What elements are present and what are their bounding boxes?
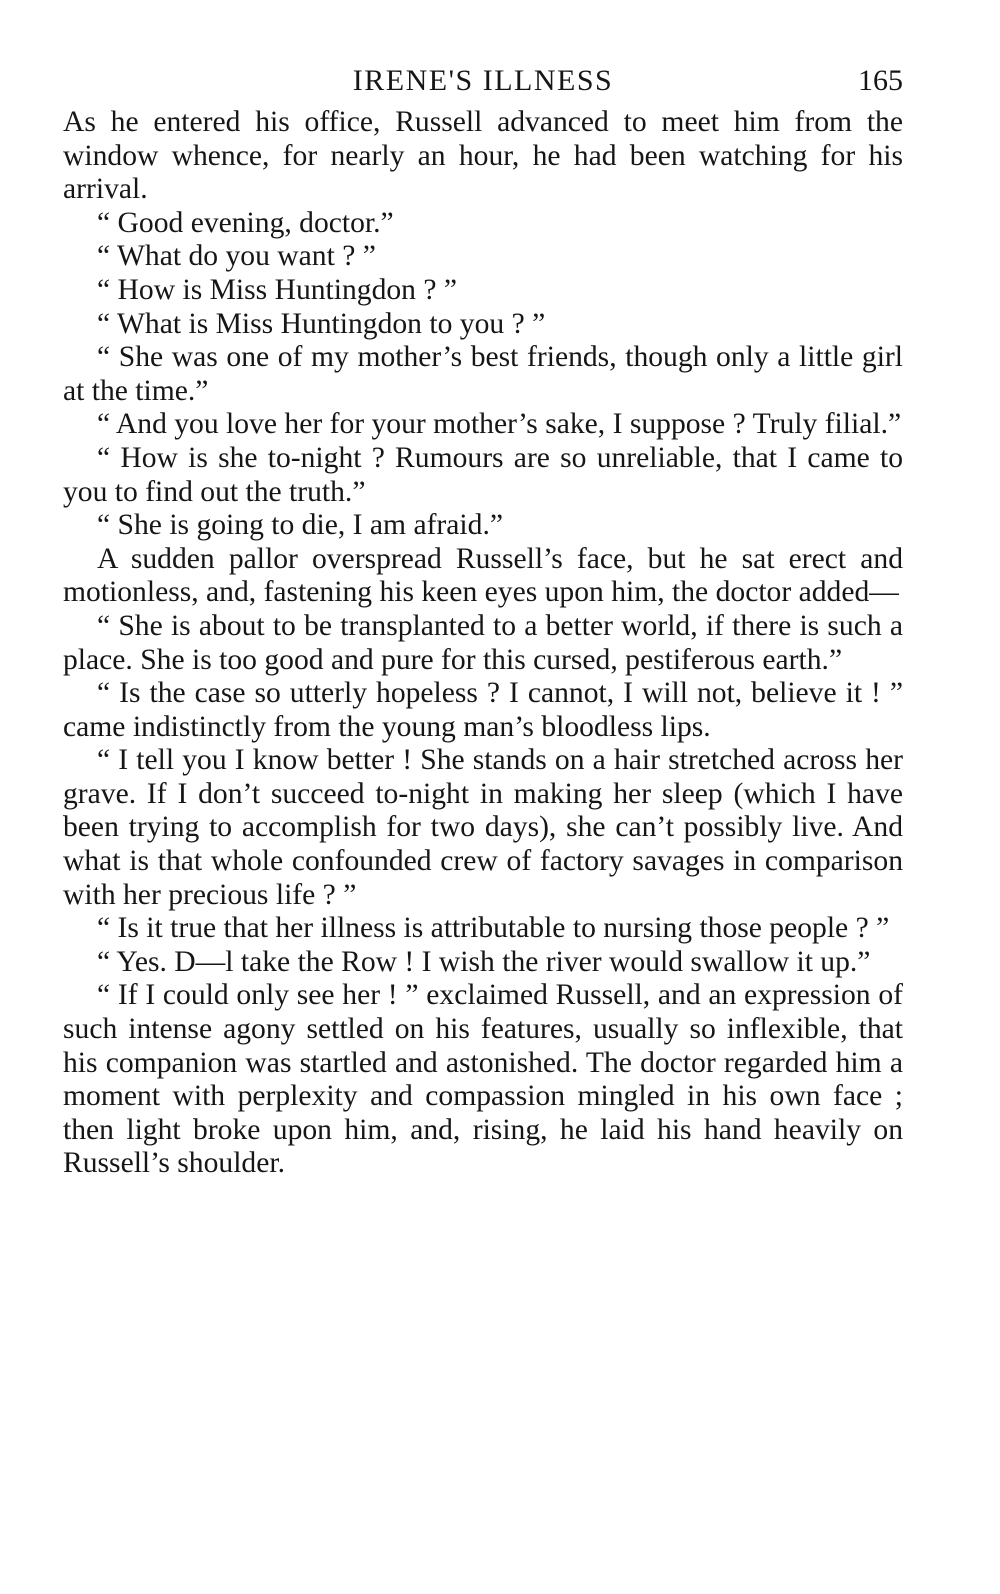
page-number: 165	[858, 64, 903, 97]
paragraph: A sudden pallor overspread Russell’s face, but he sat erect and motionless, and, fastening his keen eyes upon him, the doctor added—	[63, 542, 903, 609]
paragraph: “ I tell you I know better ! She stands on a hair stretched across her grave. If I don’t succeed to-night in making her sleep (which I have been trying to accomplish for two days), she can’t possibly live. And what is that whole confounded crew of factory savages in comparison with her precious life ? ”	[63, 744, 903, 911]
body-text	[63, 106, 903, 1181]
book-page	[63, 62, 903, 1181]
paragraph: “ She is about to be transplanted to a better world, if there is such a place. She is too good and pure for this cursed, pestiferous earth.”	[63, 609, 903, 676]
paragraph: “ What do you want ? ”	[97, 240, 376, 273]
paragraph: “ She is going to die, I am afraid.”	[97, 509, 503, 542]
paragraph: “ What is Miss Huntingdon to you ? ”	[97, 307, 546, 340]
running-title: IRENE'S ILLNESS	[352, 64, 614, 97]
paragraph: “ Good evening, doctor.”	[97, 206, 394, 239]
paragraph: “ If I could only see her ! ” exclaimed Russell, and an expression of such intense agony settled on his features, usually so inflexible, that his companion was startled and astonished. The doctor regarded him a moment with perplexity and compassion mingled in his own face ; then light broke upon him, and, rising, he laid his hand heavily on Russell’s shoulder.	[63, 979, 903, 1180]
running-head	[63, 62, 903, 106]
paragraph: “ And you love her for your mother’s sake, I suppose ? Truly filial.”	[97, 408, 902, 441]
paragraph: “ How is she to-night ? Rumours are so unreliable, that I came to you to find out the truth.”	[63, 441, 903, 508]
paragraph: As he entered his office, Russell advanced to meet him from the window whence, for nearly an hour, he had been watching for his arrival.	[63, 106, 903, 206]
paragraph: “ Is it true that her illness is attributable to nursing those people ? ”	[97, 912, 890, 945]
paragraph: “ She was one of my mother’s best friends, though only a little girl at the time.”	[63, 341, 903, 407]
paragraph: “ How is Miss Huntingdon ? ”	[97, 273, 458, 306]
paragraph: “ Yes. D—l take the Row ! I wish the river would swallow it up.”	[97, 945, 871, 978]
paragraph: “ Is the case so utterly hopeless ? I cannot, I will not, believe it ! ” came indistinctly from the young man’s bloodless lips.	[63, 677, 903, 743]
